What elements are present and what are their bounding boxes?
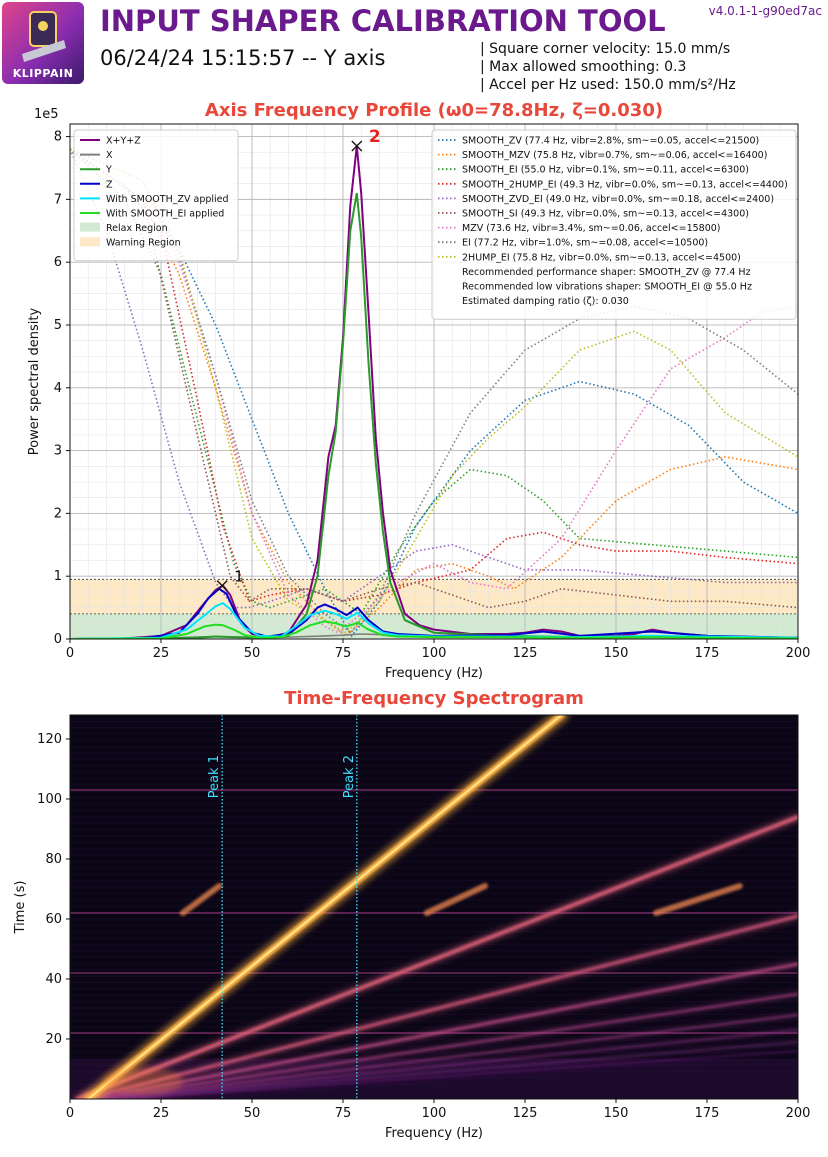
legend-label-1: X xyxy=(106,150,113,162)
legend-label-4: With SMOOTH_ZV applied xyxy=(106,193,229,205)
spec-x-tick-label: 125 xyxy=(512,1106,538,1121)
frequency-profile-title: Axis Frequency Profile (ω0=78.8Hz, ζ=0.030) xyxy=(204,100,664,121)
spec-y-tick-label: 20 xyxy=(45,1032,62,1047)
x-tick-label: 0 xyxy=(65,646,75,661)
peak-line-label-0: Peak 1 xyxy=(207,755,223,799)
low-energy-blob xyxy=(103,1067,183,1095)
x-tick-label: 100 xyxy=(421,646,447,661)
shaper-legend-label-6: MZV (73.6 Hz, vibr=3.4%, sm~=0.06, accel<=15800) xyxy=(462,223,721,235)
shaper-legend-label-2: SMOOTH_EI (55.0 Hz, vibr=0.1%, sm~=0.11, accel<=6300) xyxy=(462,164,749,176)
x-tick-label: 150 xyxy=(603,646,629,661)
spec-x-tick-label: 100 xyxy=(421,1106,447,1121)
legend-label-5: With SMOOTH_EI applied xyxy=(106,208,225,220)
spec-y-axis-label: Time (s) xyxy=(13,880,28,934)
shaper-legend-label-0: SMOOTH_ZV (77.4 Hz, vibr=2.8%, sm~=0.05, accel<=21500) xyxy=(462,135,760,147)
shaper-legend-label-5: SMOOTH_SI (49.3 Hz, vibr=0.0%, sm~=0.13, accel<=4300) xyxy=(462,208,749,220)
spec-y-tick-label: 80 xyxy=(45,852,62,867)
spec-x-tick-label: 0 xyxy=(65,1106,75,1121)
param-scv: | Square corner velocity: 15.0 mm/s xyxy=(480,41,731,57)
spec-x-tick-label: 200 xyxy=(785,1106,811,1121)
test-datetime-axis: 06/24/24 15:15:57 -- Y axis xyxy=(100,46,386,70)
spec-y-tick-label: 100 xyxy=(37,792,62,807)
spec-x-tick-label: 75 xyxy=(334,1106,352,1121)
peak-label-1: 2 xyxy=(368,126,381,147)
y-tick-label: 6 xyxy=(53,255,62,271)
x-tick-label: 25 xyxy=(152,646,170,661)
spec-x-tick-label: 175 xyxy=(694,1106,720,1121)
spec-x-tick-label: 50 xyxy=(243,1106,261,1121)
shaper-legend-label-1: SMOOTH_MZV (75.8 Hz, vibr=0.7%, sm~=0.06, accel<=16400) xyxy=(462,150,768,162)
legend-label-relax: Relax Region xyxy=(106,223,168,235)
y-tick-label: 8 xyxy=(53,129,62,145)
y-exponent-label: 1e5 xyxy=(34,107,59,122)
version-label: v4.0.1-1-g90ed7ac xyxy=(708,4,822,18)
y-tick-label: 4 xyxy=(53,380,62,396)
y-tick-label: 1 xyxy=(53,569,62,585)
legend-label-3: Z xyxy=(106,179,113,191)
y-tick-label: 5 xyxy=(53,317,62,333)
x-tick-label: 200 xyxy=(785,646,811,661)
logo-text: KLIPPAIN xyxy=(12,67,74,80)
recommendation-text-2: Estimated damping ratio (ζ): 0.030 xyxy=(462,296,629,308)
x-tick-label: 50 xyxy=(243,646,261,661)
spec-y-tick-label: 60 xyxy=(45,912,62,927)
recommendation-text-0: Recommended performance shaper: SMOOTH_ZV @ 77.4 Hz xyxy=(462,266,751,278)
peak-label-0: 1 xyxy=(234,567,244,586)
y-tick-label: 3 xyxy=(53,443,62,459)
x-tick-label: 125 xyxy=(512,646,538,661)
y-tick-label: 2 xyxy=(53,506,62,522)
legend-label-2: Y xyxy=(106,164,112,176)
spec-x-tick-label: 150 xyxy=(603,1106,629,1121)
peak-line-label-1: Peak 2 xyxy=(341,755,357,799)
legend-label-warning: Warning Region xyxy=(106,237,181,249)
recommendation-text-1: Recommended low vibrations shaper: SMOOTH_EI @ 55.0 Hz xyxy=(462,281,752,293)
shaper-legend-label-4: SMOOTH_ZVD_EI (49.0 Hz, vibr=0.0%, sm~=0.18, accel<=2400) xyxy=(462,193,775,205)
spec-x-tick-label: 25 xyxy=(152,1106,170,1121)
y-tick-label: 7 xyxy=(53,192,62,208)
y-tick-label: 0 xyxy=(53,632,62,647)
page-title: INPUT SHAPER CALIBRATION TOOL xyxy=(100,4,666,38)
spec-y-tick-label: 120 xyxy=(37,732,62,747)
x-tick-label: 175 xyxy=(694,646,720,661)
x-tick-label: 75 xyxy=(334,646,352,661)
spectrogram-title: Time-Frequency Spectrogram xyxy=(284,688,584,709)
spec-x-axis-label: Frequency (Hz) xyxy=(384,1126,484,1141)
y-axis-label: Power spectral density xyxy=(27,307,42,456)
shaper-legend-label-8: 2HUMP_EI (75.8 Hz, vibr=0.0%, sm~=0.13, accel<=4500) xyxy=(462,252,741,264)
param-accel-per-hz: | Accel per Hz used: 150.0 mm/s²/Hz xyxy=(480,77,736,93)
shaper-legend-label-7: EI (77.2 Hz, vibr=1.0%, sm~=0.08, accel<=10500) xyxy=(462,237,709,249)
shaper-legend-label-3: SMOOTH_2HUMP_EI (49.3 Hz, vibr=0.0%, sm~=0.13, accel<=4400) xyxy=(462,179,788,191)
spec-y-tick-label: 40 xyxy=(45,972,62,987)
x-axis-label: Frequency (Hz) xyxy=(384,666,484,681)
legend-label-0: X+Y+Z xyxy=(106,135,141,147)
param-max-smoothing: | Max allowed smoothing: 0.3 xyxy=(480,59,687,75)
